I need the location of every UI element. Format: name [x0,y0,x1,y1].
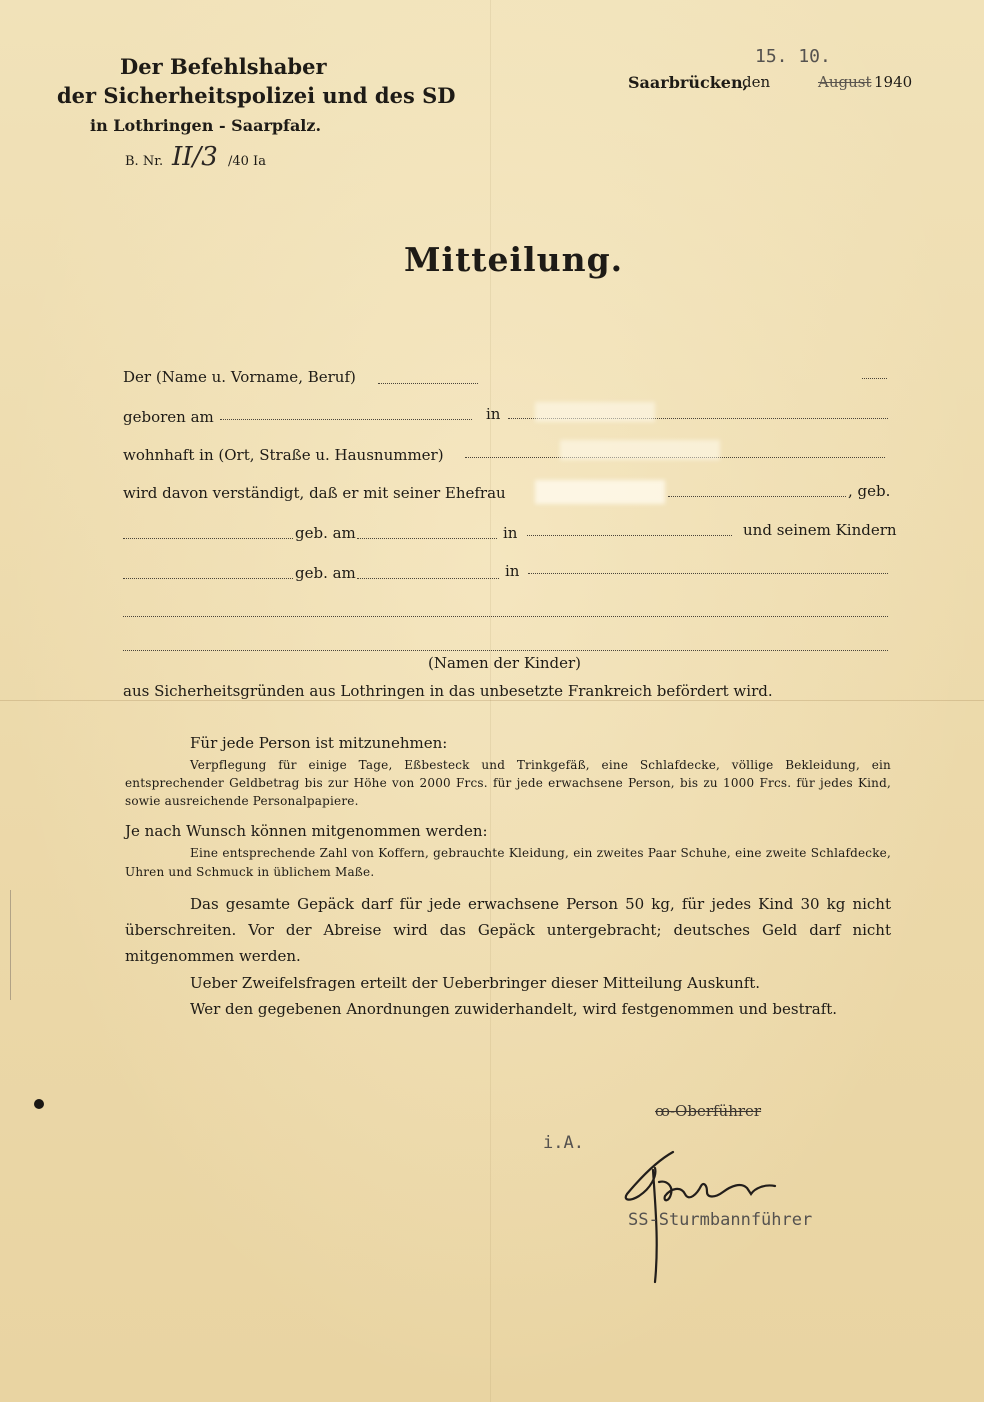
ia-label: i.A. [543,1133,584,1153]
children-label: und seinem Kindern [743,521,897,539]
transport-line: aus Sicherheitsgründen aus Lothringen in das unbesetzte Frankreich befördert wird. [123,682,773,700]
child-name-dotted-line [123,578,293,579]
paper-fold-vertical [490,0,491,1402]
luggage-text: Das gesamte Gepäck darf für jede erwachsene Person 50 kg, für jedes Kind 30 kg nicht überschreiten. Vor der Abreise wird das Gepäck untergebracht; deutsches Geld darf nicht mitgenommen werden. [125,895,891,965]
authority-line-3: in Lothringen - Saarpfalz. [90,116,322,135]
children-dotted-line-1 [123,616,888,617]
spouse-born-date-dotted-line [357,538,497,539]
child-in-label: in [505,562,520,580]
redacted-area [535,402,655,422]
name-dotted-line [378,383,478,384]
born-label: geboren am [123,408,214,426]
page-title: Mitteilung. [404,240,624,279]
child-born-label: geb. am [295,564,356,582]
spouse-birthname-dotted-line [123,538,293,539]
optional-heading: Je nach Wunsch können mitgenommen werden: [125,822,488,840]
born-in-label: in [486,405,501,423]
spouse-geb-label: , geb. [848,482,891,500]
place: Saarbrücken, [628,73,749,92]
paper-fold-horizontal [0,700,984,701]
den-label: den [742,73,771,91]
children-dotted-line-2 [123,650,888,651]
child-born-place-dotted-line [528,573,888,574]
spouse-born-place-dotted-line [527,535,732,536]
residence-label: wohnhaft in (Ort, Straße u. Hausnummer) [123,446,444,464]
authority-line-2: der Sicherheitspolizei und des SD [57,83,456,108]
children-names-caption: (Namen der Kinder) [428,654,582,672]
date-typed: 15. 10. [755,46,831,67]
optional-text: Eine entsprechende Zahl von Koffern, gebrauchte Kleidung, ein zweites Paar Schuhe, eine zweite Schlafdecke, Uhren und Schmuck in üblichem Maße. [125,846,891,879]
per-person-heading: Für jede Person ist mitzunehmen: [190,734,448,752]
child-born-date-dotted-line [357,578,499,579]
per-person-text: Verpflegung für einige Tage, Eßbesteck und Trinkgefäß, eine Schlafdecke, völlige Bekleidung, ein entsprechender Geldbetrag bis zur Höhe von 2000 Frcs. für jede erwachsene Person, bis zu 1000 Frcs. für jedes Kind, sowie ausreichende Personalpapiere. [125,758,891,808]
month-struck: August [818,73,872,91]
rank-struck: ꝏ-Oberführer [655,1102,762,1120]
reference-handwritten: II/3 [172,142,218,172]
reference-suffix: /40 Ia [228,154,266,169]
authority-line-1: Der Befehlshaber [120,54,327,79]
name-label: Der (Name u. Vorname, Beruf) [123,368,356,386]
redacted-area [535,480,665,504]
year: 1940 [874,73,913,91]
penalty-text: Wer den gegebenen Anordnungen zuwiderhandelt, wird festgenommen und bestraft. [190,1000,838,1018]
notified-label: wird davon verständigt, daß er mit seiner Ehefrau [123,484,506,502]
torn-edge [0,890,11,1000]
reference-label: B. Nr. [125,154,164,169]
name-dotted-line-end [862,378,887,379]
punch-hole [34,1099,44,1109]
spouse-dotted-line [668,496,846,497]
born-date-dotted-line [220,419,472,420]
redacted-area [560,440,720,460]
spouse-in-label: in [503,524,518,542]
rank-typed: SS-Sturmbannführer [628,1210,813,1230]
questions-text: Ueber Zweifelsfragen erteilt der Ueberbringer dieser Mitteilung Auskunft. [190,974,761,992]
spouse-born-label: geb. am [295,524,356,542]
